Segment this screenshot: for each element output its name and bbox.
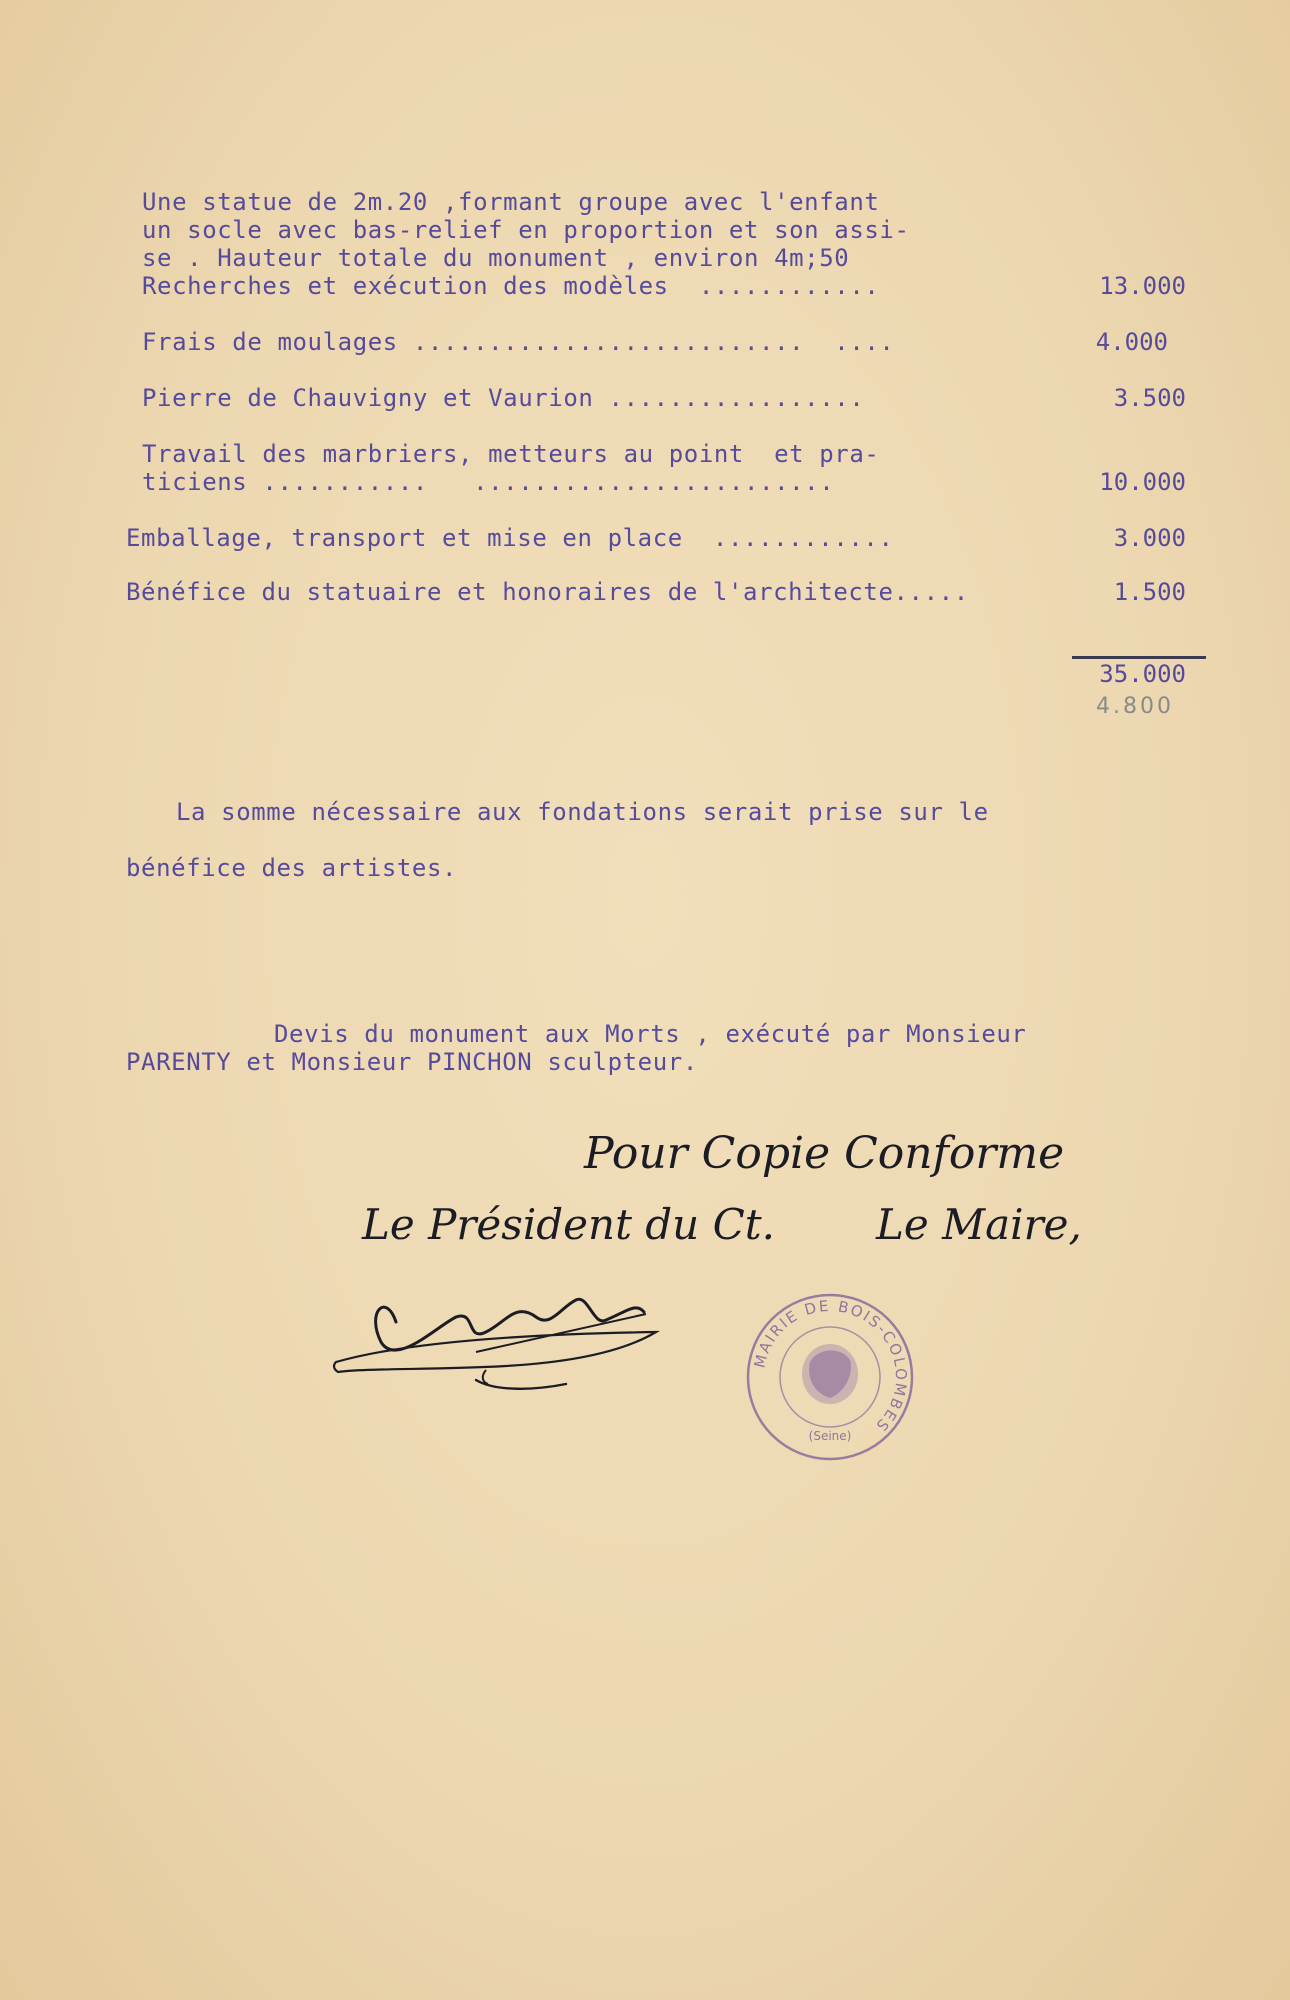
header-line-2: un socle avec bas-relief en proportion et son assi-	[142, 216, 910, 244]
item-amount-recherches: 13.000	[1099, 272, 1186, 300]
item-label-pierre: Pierre de Chauvigny et Vaurion .................	[142, 384, 865, 412]
header-line-3: se . Hauteur totale du monument , environ 4m;50	[142, 244, 850, 272]
handwritten-president: Le Président du Ct.	[362, 1200, 775, 1249]
total-amount: 35.000	[1099, 660, 1186, 688]
devis-line-1: Devis du monument aux Morts , exécuté par Monsieur	[274, 1020, 1027, 1048]
handwritten-maire: Le Maire,	[876, 1200, 1082, 1249]
mairie-stamp	[738, 1292, 922, 1462]
stamp-subtext: (Seine)	[808, 1429, 852, 1443]
item-amount-pierre: 3.500	[1113, 384, 1186, 412]
svg-text:MAIRIE DE BOIS-COLOMBES: MAIRIE DE BOIS-COLOMBES	[750, 1296, 911, 1436]
devis-line-2: PARENTY et Monsieur PINCHON sculpteur.	[126, 1048, 698, 1076]
item-label-recherches: Recherches et exécution des modèles ............	[142, 272, 880, 300]
item-label-moulages: Frais de moulages .......................... ....	[142, 328, 895, 356]
item-label-travail-line2: ticiens ........... ........................	[142, 468, 835, 496]
header-line-1: Une statue de 2m.20 ,formant groupe avec l'enfant	[142, 188, 880, 216]
item-label-travail-line1: Travail des marbriers, metteurs au point et pra-	[142, 440, 880, 468]
pencil-annotation: 4.800	[1096, 694, 1174, 719]
item-label-benefice: Bénéfice du statuaire et honoraires de l'architecte.....	[126, 578, 969, 606]
total-rule	[1072, 656, 1206, 659]
paragraph-line-1: La somme nécessaire aux fondations serait prise sur le	[176, 798, 989, 826]
handwritten-copie-conforme: Pour Copie Conforme	[584, 1128, 1065, 1179]
item-amount-moulages: 4.000	[1095, 328, 1168, 356]
item-amount-travail: 10.000	[1099, 468, 1186, 496]
paragraph-line-2: bénéfice des artistes.	[126, 854, 458, 882]
signature-flourish	[326, 1272, 686, 1422]
item-amount-benefice: 1.500	[1113, 578, 1186, 606]
item-label-emballage: Emballage, transport et mise en place ............	[126, 524, 894, 552]
item-amount-emballage: 3.000	[1113, 524, 1186, 552]
